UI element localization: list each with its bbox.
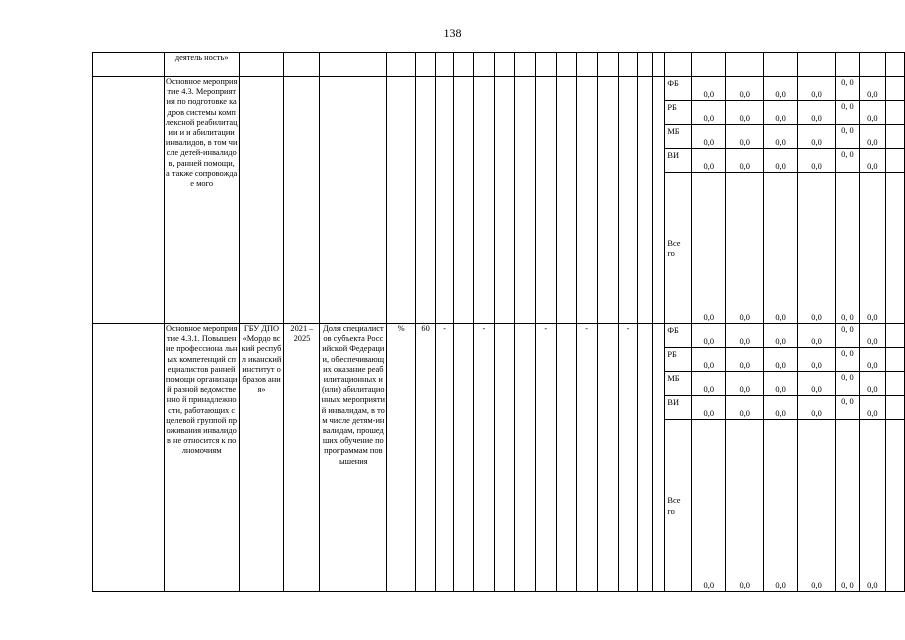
unit-cell: % bbox=[387, 324, 416, 592]
table-row: Основное мероприятие 4.3.1. Повышение профессиона льных компетенций специалистов ранней помощи организаций разной ведомственно й принадлежно сти, работающих с целевой группой проживания инвалидов не относится к полномочиям ГБУ ДПО «Мордо вский республ иканский институт образов ания» 2021 – 2025 Доля специалистов субъекта Российской Федерации, обеспечивающих оказание реабилитационных и (или) абилитационных мероприятий инвалидам, в том числе детям-инвалидам, прошедших обучение по программам повышения % 60 - - - - - ФБ 0,0 0,0 0,0 0,0 0, 0 0,0 bbox=[93, 324, 905, 348]
table-row-continuation bbox=[93, 53, 905, 77]
program-table bbox=[92, 52, 905, 592]
target-cell: - bbox=[535, 324, 556, 592]
funding-source: ФБ bbox=[665, 324, 692, 348]
table-row: Основное мероприятие 4.3. Мероприятия по подготовке кадров системы комплексной реабилитации и и абилитации инвалидов, в том числе детей-инвалидов, ранней помощи, а также сопровождае мого ФБ 0,0 0,0 0,0 0,0 0, 0 0,0 bbox=[93, 77, 905, 101]
name-cell: Основное мероприятие 4.3.1. Повышение профессиона льных компетенций специалистов ранней помощи организаций разной ведомственно й принадлежно сти, работающих с целевой группой проживания инвалидов не относится к полномочиям bbox=[164, 324, 239, 592]
target-cell: - bbox=[618, 324, 638, 592]
funding-source: МБ bbox=[665, 372, 692, 396]
target-cell: - bbox=[576, 324, 597, 592]
target-cell: - bbox=[473, 324, 494, 592]
table-row: ВИ 0,0 0,0 0,0 0,0 0, 0 0,0 bbox=[93, 396, 905, 420]
table-row: МБ 0,0 0,0 0,0 0,0 0, 0 0,0 bbox=[93, 125, 905, 149]
name-cell: деятель ность» bbox=[164, 53, 239, 77]
funding-source: ВИ bbox=[665, 149, 692, 173]
table-row: Все го 0,0 0,0 0,0 0,0 0, 0 0,0 bbox=[93, 173, 905, 324]
period-cell: 2021 – 2025 bbox=[284, 324, 320, 592]
indicator-cell: Доля специалистов субъекта Российской Федерации, обеспечивающих оказание реабилитационных и (или) абилитационных мероприятий инвалидам, в том числе детям-инвалидам, прошедших обучение по программам повышения bbox=[320, 324, 387, 592]
page-number: 138 bbox=[443, 26, 462, 40]
target-cell: - bbox=[436, 324, 454, 592]
funding-source: РБ bbox=[665, 348, 692, 372]
table-row: РБ 0,0 0,0 0,0 0,0 0, 0 0,0 bbox=[93, 348, 905, 372]
table-row: ВИ 0,0 0,0 0,0 0,0 0, 0 0,0 bbox=[93, 149, 905, 173]
table-row: РБ 0,0 0,0 0,0 0,0 0, 0 0,0 bbox=[93, 101, 905, 125]
table-row: Все го 0,0 0,0 0,0 0,0 0, 0 0,0 bbox=[93, 420, 905, 592]
table-row: МБ 0,0 0,0 0,0 0,0 0, 0 0,0 bbox=[93, 372, 905, 396]
executor-cell: ГБУ ДПО «Мордо вский республ иканский институт образов ания» bbox=[239, 324, 284, 592]
funding-source: МБ bbox=[665, 125, 692, 149]
funding-source: Все го bbox=[665, 420, 692, 592]
funding-source: РБ bbox=[665, 101, 692, 125]
funding-source: Все го bbox=[665, 173, 692, 324]
base-value-cell: 60 bbox=[416, 324, 436, 592]
funding-source: ВИ bbox=[665, 396, 692, 420]
funding-source: ФБ bbox=[665, 77, 692, 101]
name-cell: Основное мероприятие 4.3. Мероприятия по подготовке кадров системы комплексной реабилитации и и абилитации инвалидов, в том числе детей-инвалидов, ранней помощи, а также сопровождае мого bbox=[164, 77, 239, 324]
